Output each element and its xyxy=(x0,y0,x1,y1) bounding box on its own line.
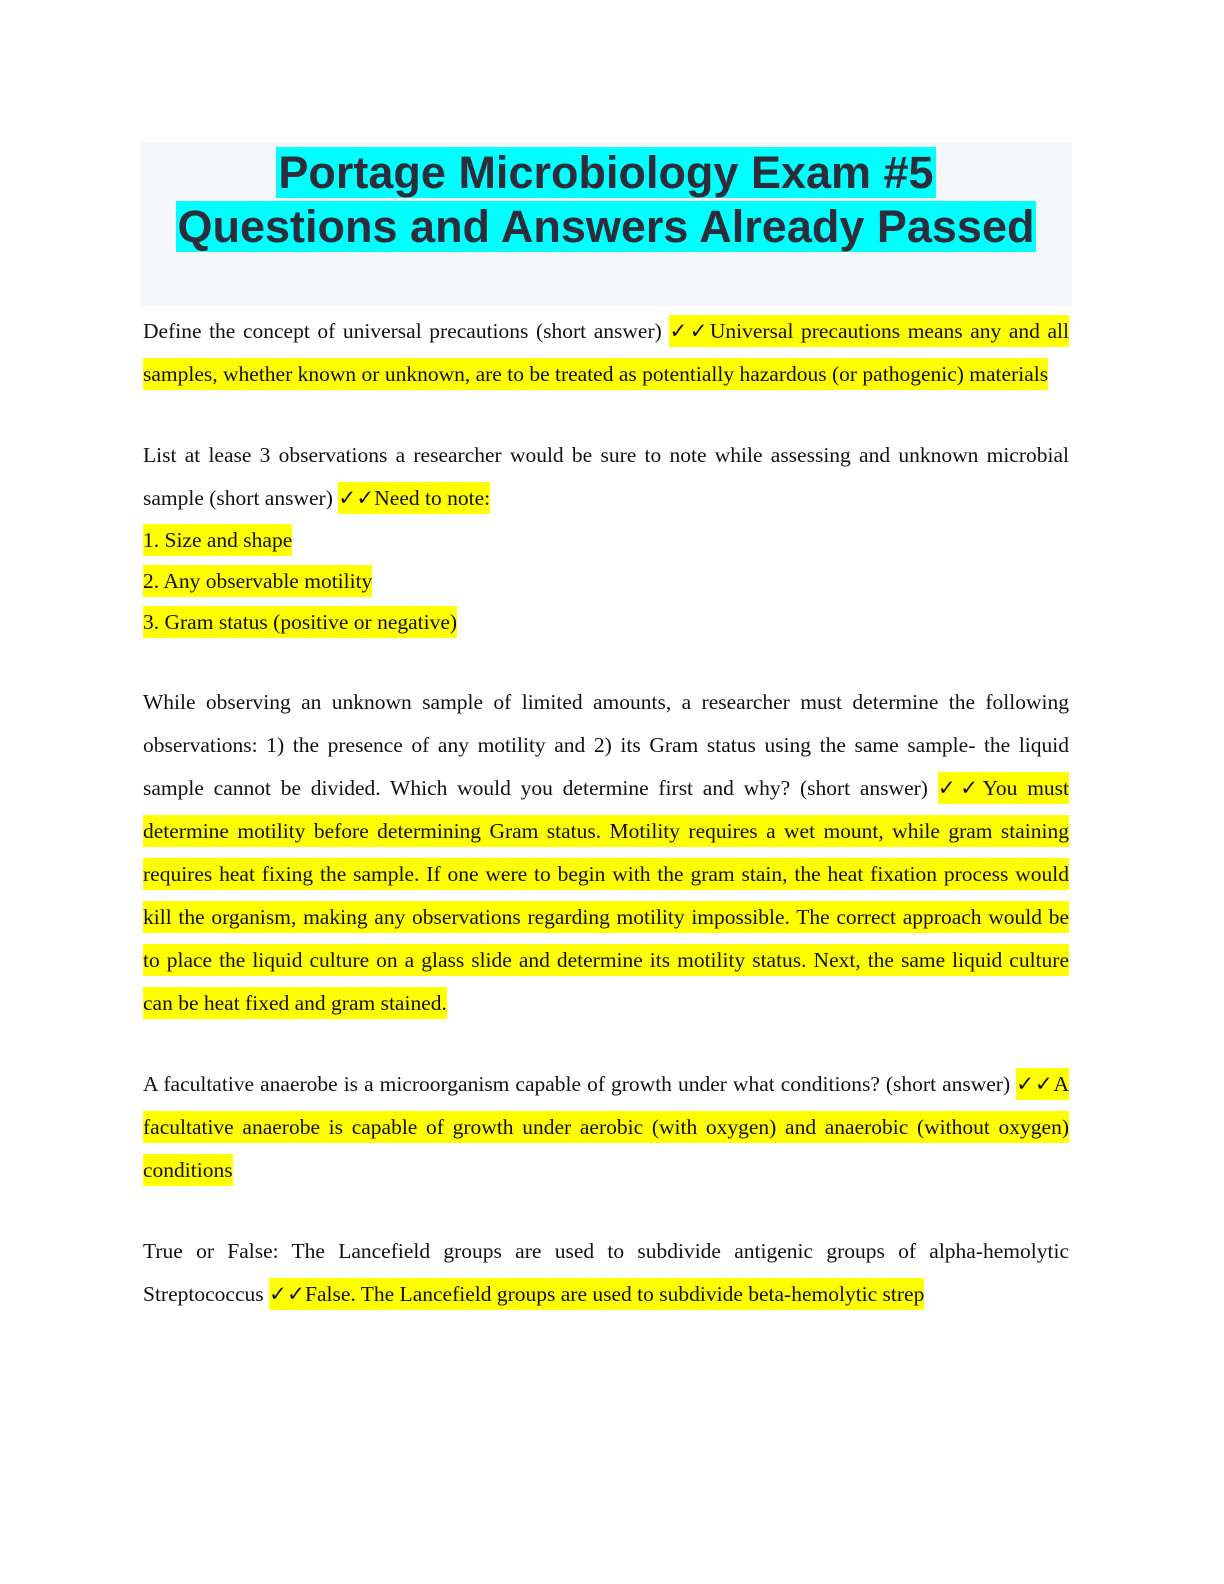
answer-highlight xyxy=(269,1278,924,1310)
answer-highlight xyxy=(338,482,490,514)
question-text: Define the concept of universal precautions (short answer) xyxy=(143,319,662,343)
check-mark-icon: ✓✓ xyxy=(268,1282,306,1306)
question-text: A facultative anaerobe is a microorganism capable of growth under what conditions? (short answer) xyxy=(143,1072,1011,1096)
answer-text: You must determine motility before determining Gram status. Motility requires a wet mount, while gram staining requires heat fixing the sample. If one were to begin with the gram stain, the heat fixation process would kill the organism, making any observations regarding motility impossible. The correct approach would be to place the liquid culture on a glass slide and determine its motility status. Next, the same liquid culture can be heat fixed and gram stained. xyxy=(143,776,1070,1015)
answer-text: Need to note: xyxy=(374,486,491,510)
qa-item xyxy=(143,1230,1069,1316)
title-block xyxy=(140,142,1072,306)
qa-item xyxy=(143,434,1069,643)
answer-highlight xyxy=(143,772,1069,1019)
list-item xyxy=(143,602,1069,643)
list-item xyxy=(143,520,1069,561)
answer-text: Universal precautions means any and all samples, whether known or unknown, are to be treated as potentially hazardous (or pathogenic) materials xyxy=(143,319,1069,386)
qa-item xyxy=(143,310,1069,396)
list-item-text: 3. Gram status (positive or negative) xyxy=(143,606,457,638)
title-line-2: Questions and Answers Already Passed xyxy=(177,201,1035,252)
qa-item xyxy=(143,1063,1069,1192)
qa-item xyxy=(143,681,1069,1025)
document-title xyxy=(140,146,1072,254)
check-mark-icon: ✓✓ xyxy=(1016,1072,1054,1096)
list-item-text: 2. Any observable motility xyxy=(143,565,372,597)
answer-text: A facultative anaerobe is capable of growth under aerobic (with oxygen) and anaerobic (without oxygen) conditions xyxy=(143,1072,1070,1182)
title-line-1: Portage Microbiology Exam #5 xyxy=(278,147,934,198)
question-text: True or False: The Lancefield groups are used to subdivide antigenic groups of alpha-hemolytic Streptococcus xyxy=(143,1239,1069,1306)
question-text: List at lease 3 observations a researcher would be sure to note while assessing and unknown microbial sample (short answer) xyxy=(143,443,1069,510)
document-body xyxy=(143,306,1069,1354)
question-text: While observing an unknown sample of limited amounts, a researcher must determine the following observations: 1) the presence of any motility and 2) its Gram status using the same sample- the liquid sample cannot be divided. Which would you determine first and why? (short answer) xyxy=(143,690,1069,800)
check-mark-icon: ✓✓ xyxy=(338,486,375,510)
list-item xyxy=(143,561,1069,602)
list-item-text: 1. Size and shape xyxy=(143,524,292,556)
check-mark-icon: ✓✓ xyxy=(937,776,983,800)
check-mark-icon: ✓✓ xyxy=(669,319,710,343)
answer-text: False. The Lancefield groups are used to subdivide beta-hemolytic strep xyxy=(305,1282,925,1306)
